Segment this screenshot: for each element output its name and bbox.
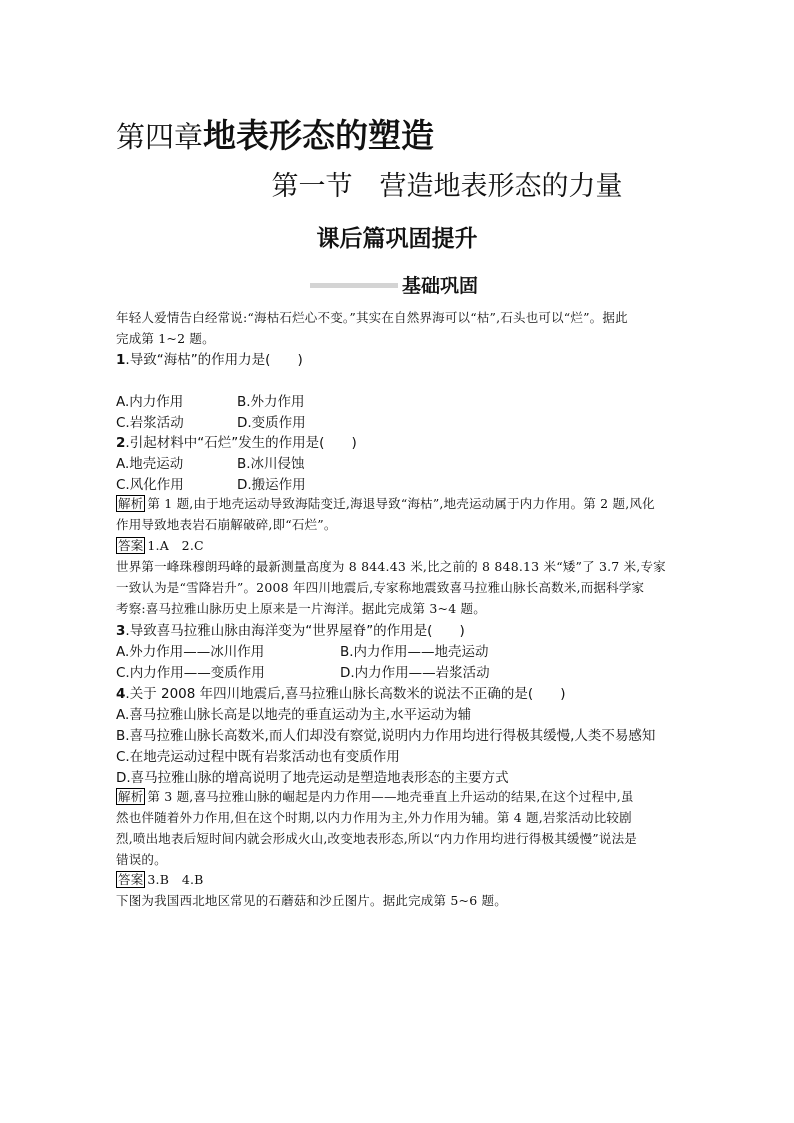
answer-tag: 答案: [118, 872, 144, 887]
intro-passage-line: 考察:喜马拉雅山脉历史上原来是一片海洋。据此完成第 3~4 题。: [116, 601, 486, 616]
analysis-2-line: 烈,喷出地表后短时间内就会形成火山,改变地表形态,所以“内力作用均进行得极其缓慢”说法是: [116, 831, 638, 846]
question-1-option-b: B.外力作用: [237, 394, 305, 410]
question-3-option-a: A.外力作用——冰川作用: [116, 644, 265, 660]
question-1-option-a: A.内力作用: [116, 394, 184, 410]
chapter-title: 第四章地表形态的塑造: [116, 116, 435, 155]
answer-2: 答案 3.B 4.B: [118, 872, 204, 887]
subsection-title: 课后篇巩固提升: [316, 226, 478, 252]
analysis-2-line: 然也伴随着外力作用,但在这个时期,以内力作用为主,外力作用为辅。第 4 题,岩浆活动比较剧: [116, 810, 632, 825]
question-3-option-d: D.内力作用——岩浆活动: [340, 665, 490, 681]
intro-passage-line: 世界第一峰珠穆朗玛峰的最新测量高度为 8 844.43 米,比之前的 8 848.13 米“矮”了 3.7 米,专家: [116, 559, 666, 574]
intro-passage-line: 年轻人爱情告白经常说:“海枯石烂心不变。”其实在自然界海可以“枯”,石头也可以“烂”。据此: [116, 310, 628, 325]
intro-passage-line: 下图为我国西北地区常见的石蘑菇和沙丘图片。据此完成第 5~6 题。: [116, 893, 507, 908]
question-2-stem: 2.引起材料中“石烂”发生的作用是( ): [116, 435, 357, 451]
section-band-label: 基础巩固: [402, 275, 479, 297]
question-2-option-a: A.地壳运动: [116, 456, 184, 472]
question-1-option-d: D.变质作用: [237, 415, 306, 431]
analysis-tag: 解析: [118, 496, 144, 511]
question-2-option-b: B.冰川侵蚀: [237, 456, 305, 472]
answer-1: 答案 1.A 2.C: [118, 538, 204, 553]
question-1-option-c: C.岩浆活动: [116, 415, 184, 431]
question-4-option-c: C.在地壳运动过程中既有岩浆活动也有变质作用: [116, 749, 400, 765]
analysis-tag: 解析: [118, 789, 144, 804]
analysis-1-line: 作用导致地表岩石崩解破碎,即“石烂”。: [116, 517, 337, 532]
section-band-bar: [310, 283, 398, 288]
section-title: 第一节 营造地表形态的力量: [271, 171, 623, 202]
question-4-option-d: D.喜马拉雅山脉的增高说明了地壳运动是塑造地表形态的主要方式: [116, 770, 509, 786]
question-3-stem: 3.导致喜马拉雅山脉由海洋变为“世界屋脊”的作用是( ): [116, 623, 465, 639]
question-3-option-c: C.内力作用——变质作用: [116, 665, 265, 681]
intro-passage-line: 一致认为是“雪降岩升”。2008 年四川地震后,专家称地震致喜马拉雅山脉长高数米,而据科学家: [116, 580, 645, 595]
question-1-stem: 1.导致“海枯”的作用力是( ): [116, 352, 303, 368]
answer-tag: 答案: [118, 538, 144, 553]
analysis-1-line: 解析 第 1 题,由于地壳运动导致海陆变迁,海退导致“海枯”,地壳运动属于内力作用。第 2 题,风化: [118, 496, 655, 511]
question-3-option-b: B.内力作用——地壳运动: [340, 644, 489, 660]
question-2-option-d: D.搬运作用: [237, 477, 306, 493]
intro-passage-line: 完成第 1~2 题。: [116, 331, 215, 346]
question-4-option-a: A.喜马拉雅山脉长高是以地壳的垂直运动为主,水平运动为辅: [116, 707, 472, 723]
question-4-stem: 4.关于 2008 年四川地震后,喜马拉雅山脉长高数米的说法不正确的是( ): [116, 686, 566, 702]
question-4-option-b: B.喜马拉雅山脉长高数米,而人们却没有察觉,说明内力作用均进行得极其缓慢,人类不易感知: [116, 728, 656, 744]
question-2-option-c: C.风化作用: [116, 477, 184, 493]
analysis-2-line: 解析 第 3 题,喜马拉雅山脉的崛起是内力作用——地壳垂直上升运动的结果,在这个过程中,虽: [118, 789, 634, 804]
analysis-2-line: 错误的。: [116, 852, 167, 867]
